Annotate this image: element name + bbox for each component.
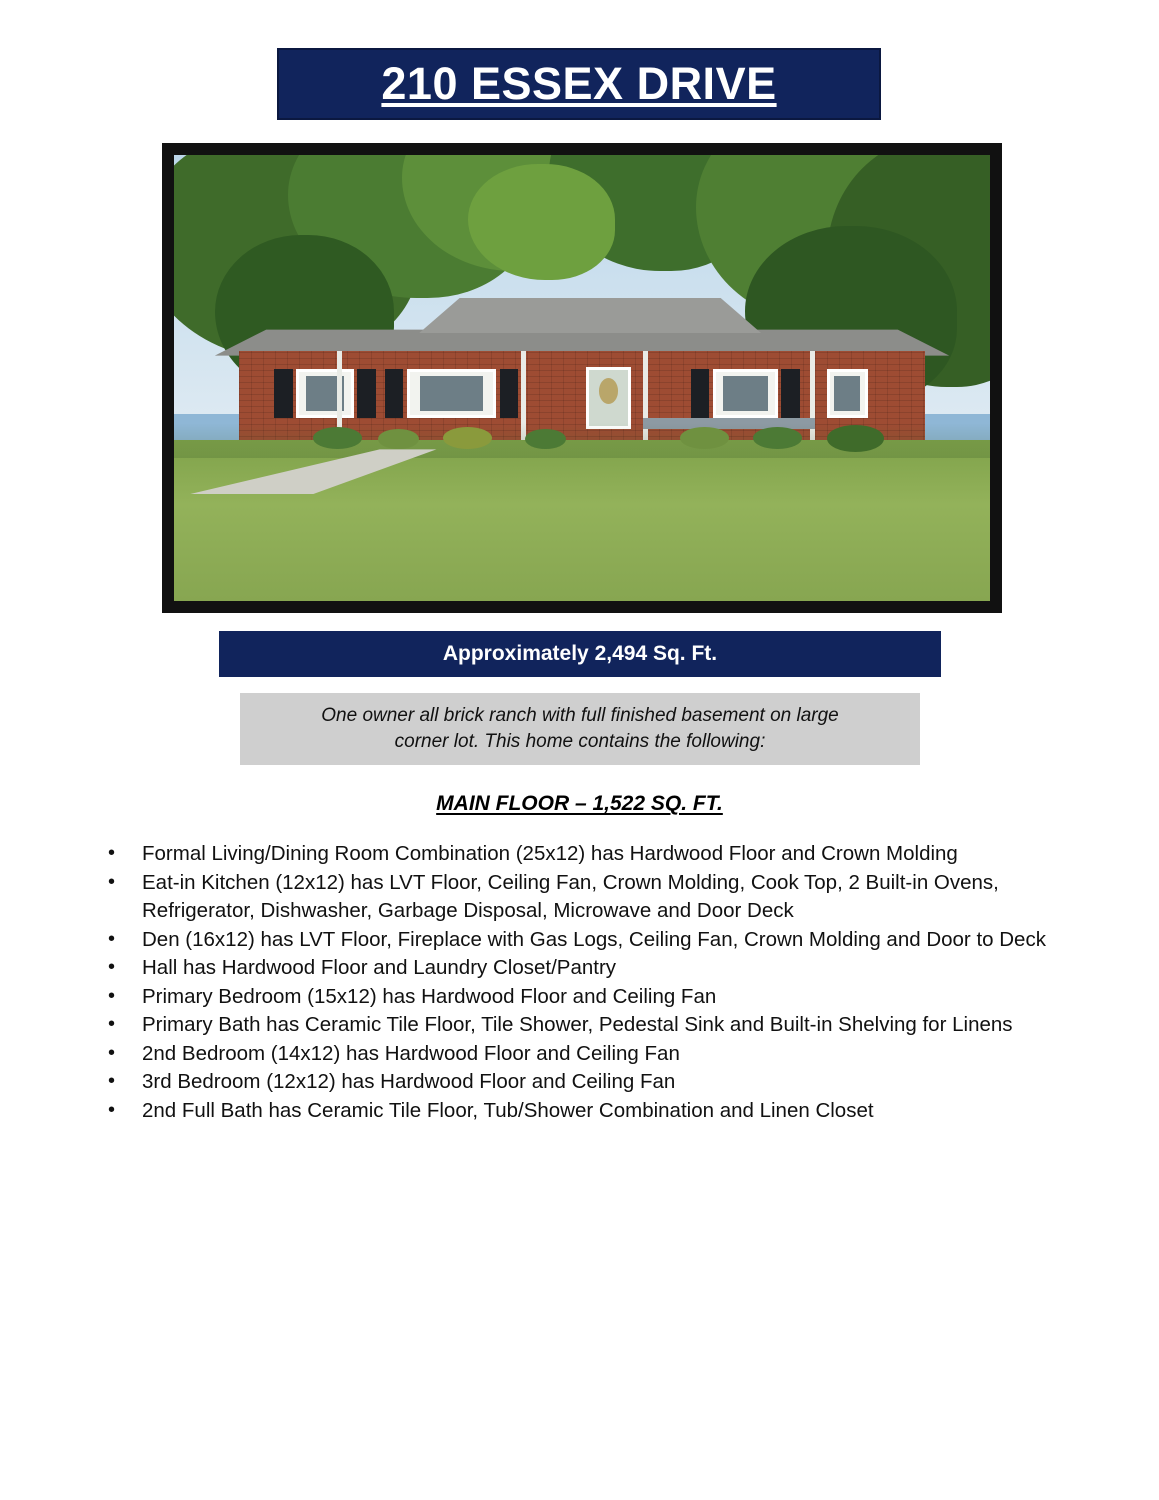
shutter [691,369,710,418]
shutter [385,369,404,418]
window [827,369,868,418]
window-glass [723,376,768,410]
list-item: • 3rd Bedroom (12x12) has Hardwood Floor and Ceiling Fan [96,1068,1076,1097]
window [407,369,497,418]
list-item: • Primary Bath has Ceramic Tile Floor, Tile Shower, Pedestal Sink and Built-in Shelving for Linens [96,1011,1076,1040]
intro-description-box [240,693,920,765]
shutter [500,369,519,418]
shrub [313,427,362,449]
property-photo-frame [162,143,1002,613]
window-glass [834,376,860,410]
intro-line-2: corner lot. This home contains the following: [394,731,766,752]
list-item: • Eat-in Kitchen (12x12) has LVT Floor, Ceiling Fan, Crown Molding, Cook Top, 2 Built-in Ovens, Refrigerator, Dishwasher, Garbage Disposal, Microwave and Door Deck [96,869,1076,926]
list-item: • 2nd Full Bath has Ceramic Tile Floor, Tub/Shower Combination and Linen Closet [96,1097,1076,1126]
door-glass-oval [599,378,618,404]
title-banner [277,48,881,120]
main-floor-heading: MAIN FLOOR – 1,522 SQ. FT. [436,792,723,815]
list-item: • Formal Living/Dining Room Combination (25x12) has Hardwood Floor and Crown Molding [96,840,1076,869]
window [713,369,778,418]
shutter [781,369,800,418]
square-footage-banner [219,631,941,677]
list-item: • Hall has Hardwood Floor and Laundry Closet/Pantry [96,954,1076,983]
list-item: • Primary Bedroom (15x12) has Hardwood Floor and Ceiling Fan [96,983,1076,1012]
shutter [357,369,376,418]
list-item: • Den (16x12) has LVT Floor, Fireplace with Gas Logs, Ceiling Fan, Crown Molding and Door to Deck [96,926,1076,955]
window-glass [420,376,484,410]
window [296,369,353,418]
shrub [827,425,884,452]
front-door [586,367,631,429]
main-floor-feature-list [96,840,1076,1125]
square-footage-text: Approximately 2,494 Sq. Ft. [442,642,718,665]
front-exterior-photo [174,155,990,601]
intro-line-1: One owner all brick ranch with full finished basement on large [321,705,839,726]
list-item: • 2nd Bedroom (14x12) has Hardwood Floor and Ceiling Fan [96,1040,1076,1069]
page-title: 210 ESSEX DRIVE [381,58,777,109]
roof-ridge [419,298,762,334]
shutter [274,369,293,418]
front-lawn [174,440,990,601]
